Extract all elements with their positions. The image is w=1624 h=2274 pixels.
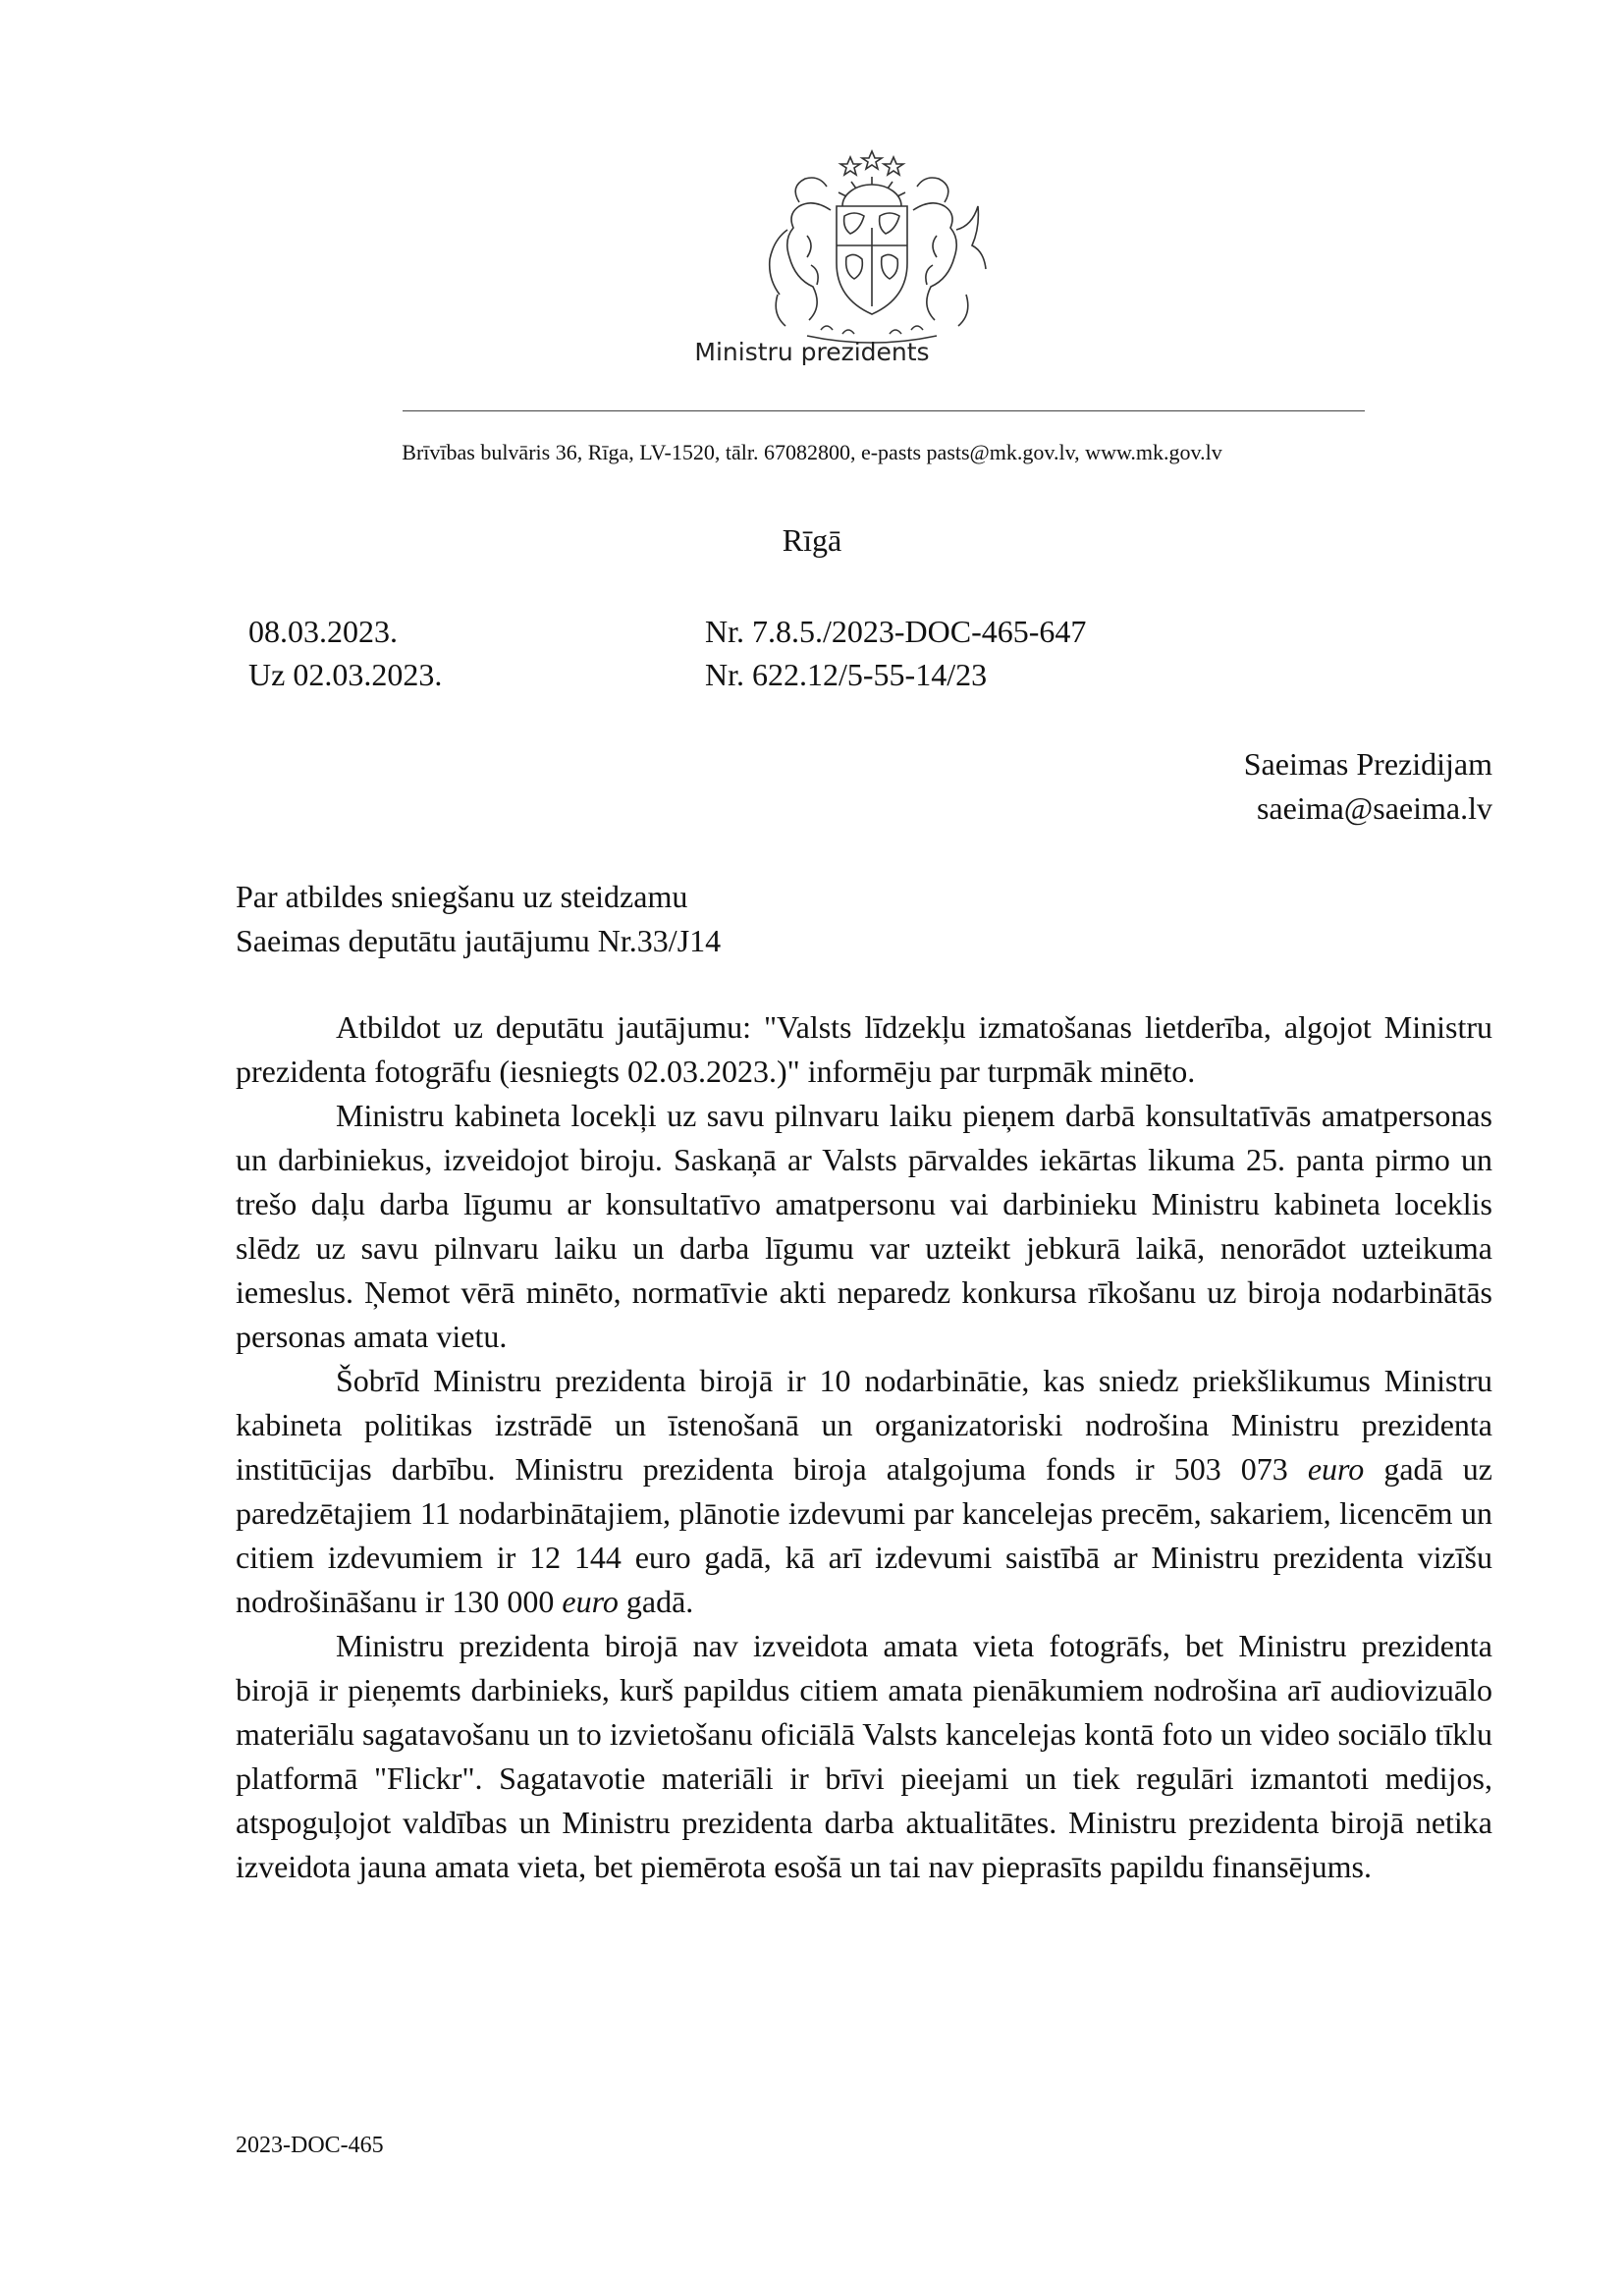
- footer-doc-id: 2023-DOC-465: [236, 2133, 384, 2158]
- recipient-email: saeima@saeima.lv: [1256, 790, 1492, 826]
- place-of-issue: Rīgā: [782, 522, 842, 558]
- document-number: Nr. 7.8.5./2023-DOC-465-647: [705, 614, 1087, 649]
- body-paragraph-4: Ministru prezidenta birojā nav izveidota amata vieta fotogrāfs, bet Ministru prezidenta birojā ir pieņemts darbinieks, kurš papildus citiem amata pienākumiem nodrošina arī audiovizuālo materiālu sagatavošanu un to izvietošanu oficiālā Valsts kancelejas kontā foto un video sociālo tīklu platformā "Flickr". Sagatavotie materiāli ir brīvi pieejami un tiek regulāri izmantoti medijos, atspoguļojot valdības un Ministru prezidenta darba aktualitātes. Ministru prezidenta birojā netika izveidota jauna amata vieta, bet piemērota esošā un tai nav pieprasīts papildu finansējums.: [236, 1628, 1492, 1884]
- contact-info: Brīvības bulvāris 36, Rīga, LV-1520, tālr. 67082800, e-pasts pasts@mk.gov.lv, www.mk.gov.lv: [402, 440, 1222, 464]
- subject-line-1: Par atbildes sniegšanu uz steidzamu: [236, 879, 688, 914]
- recipient-name: Saeimas Prezidijam: [1243, 746, 1492, 782]
- body-paragraph-2: Ministru kabineta locekļi uz savu pilnvaru laiku pieņem darbā konsultatīvās amatpersonas un darbiniekus, izveidojot biroju. Saskaņā ar Valsts pārvaldes iekārtas likuma 25. panta pirmo un trešo daļu darba līgumu ar konsultatīvo amatpersonu vai darbinieku Ministru kabineta loceklis slēdz uz savu pilnvaru laiku un darba līgumu var uzteikt jebkurā laikā, nenorādot uzteikuma iemeslus. Ņemot vērā minēto, normatīvie akti neparedz konkursa rīkošanu uz biroja nodarbinātās personas amata vietu.: [236, 1098, 1492, 1354]
- recipient-block: [1244, 742, 1492, 831]
- coat-of-arms-icon: [748, 147, 996, 344]
- letter-body: [236, 1005, 1492, 1889]
- header-title: Ministru prezidents: [694, 338, 930, 366]
- subject-line-2: Saeimas deputātu jautājumu Nr.33/J14: [236, 923, 722, 958]
- euro-term: euro: [1307, 1451, 1365, 1487]
- body-paragraph-1: Atbildot uz deputātu jautājumu: "Valsts līdzekļu izmatošanas lietderība, algojot Ministru prezidenta fotogrāfu (iesniegts 02.03.2023.)" informēju par turpmāk minēto.: [236, 1009, 1492, 1089]
- paragraph-3-part-a: Šobrīd Ministru prezidenta birojā ir 10 nodarbinātie, kas sniedz priekšlikumus Ministru kabineta politikas izstrādē un īstenošanā un organizatoriski nodrošina Ministru prezidenta institūcijas darbību. Ministru prezidenta biroja atalgojuma fonds ir 503 073: [236, 1363, 1492, 1487]
- paragraph-3-part-c: gadā.: [618, 1584, 694, 1619]
- header-divider: [403, 410, 1365, 411]
- reply-to-date: Uz 02.03.2023.: [248, 657, 443, 692]
- paragraph-3-part-b: gadā uz paredzētajiem 11 nodarbinātajiem, plānotie izdevumi par kancelejas precēm, sakariem, licencēm un citiem izdevumiem ir 12 144 euro gadā, kā arī izdevumi saistībā ar Ministru prezidenta vizīšu nodrošināšanu ir 130 000: [236, 1451, 1492, 1619]
- subject-block: [236, 875, 721, 963]
- reply-to-number: Nr. 622.12/5-55-14/23: [705, 657, 988, 692]
- document-date: 08.03.2023.: [248, 614, 398, 649]
- euro-term: euro: [562, 1584, 619, 1619]
- body-paragraph-3: [236, 1359, 1492, 1624]
